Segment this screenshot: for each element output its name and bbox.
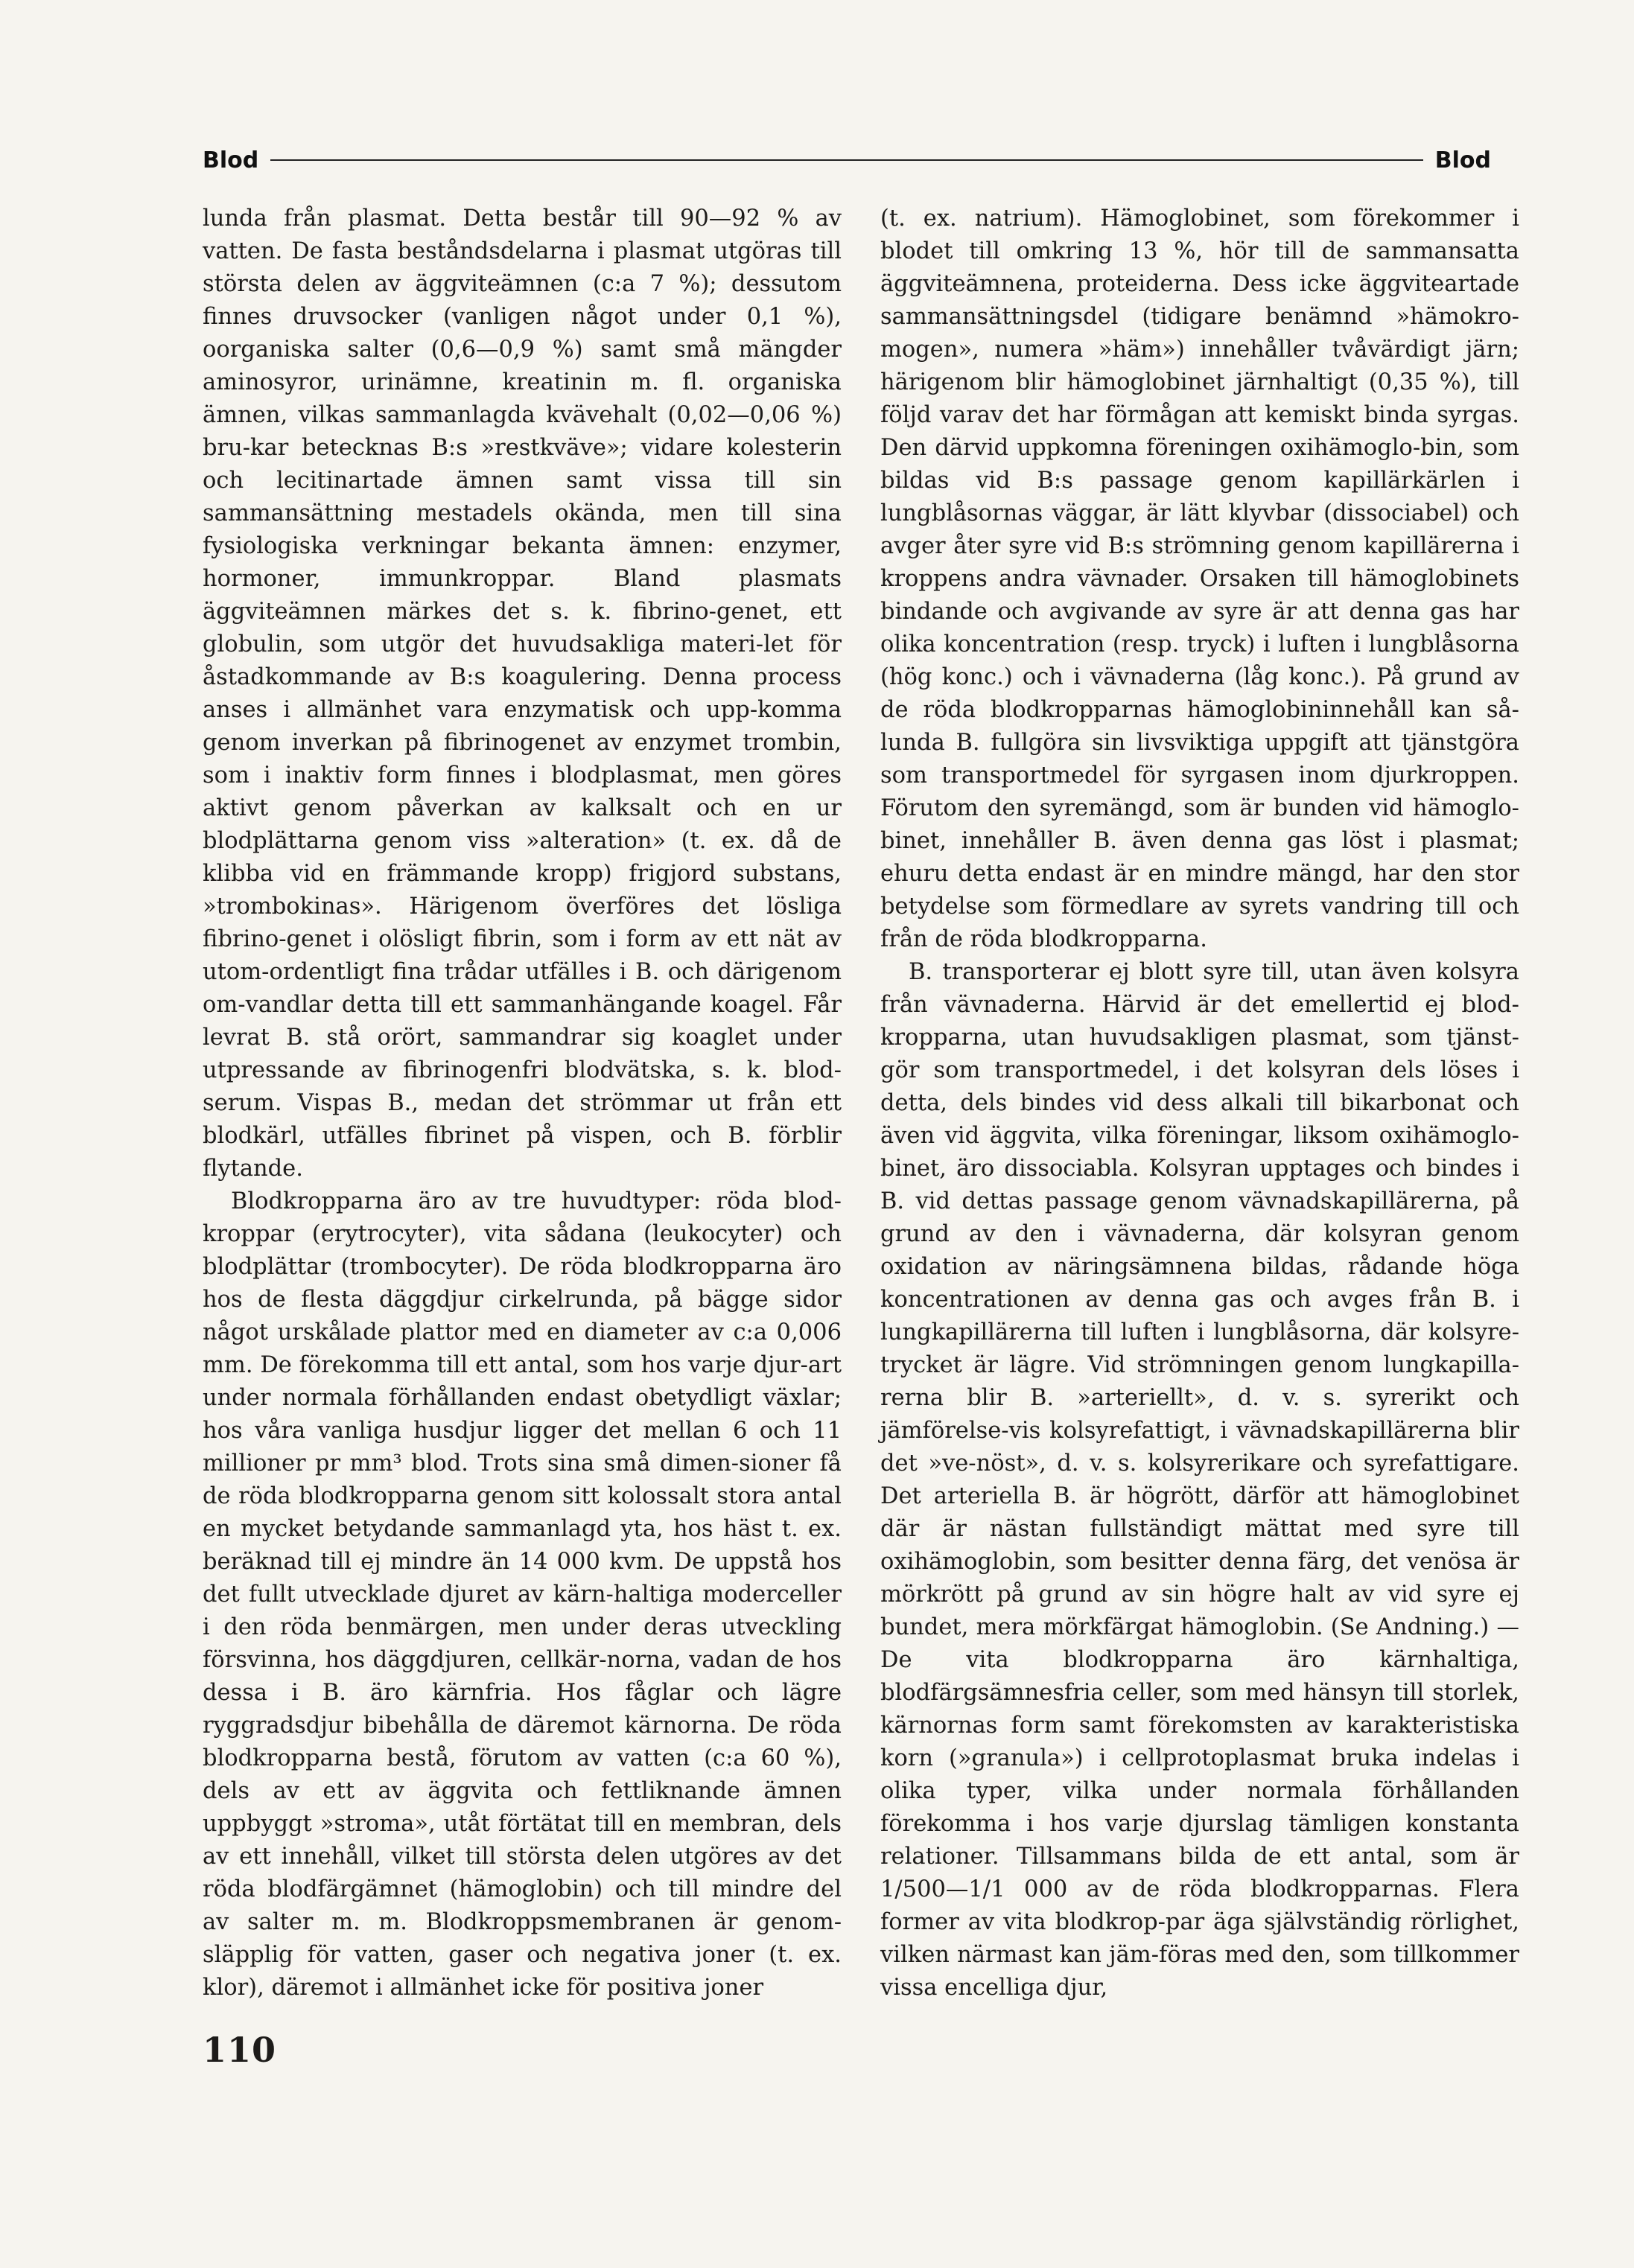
paragraph: Blodkropparna äro av tre huvudtyper: röda blod-kroppar (erytrocyter), vita sådana (leukocyter) och blodplättar (trombocyter). De röda blodkropparna äro hos de flesta däggdjur cirkelrunda, på bägge sidor något urskålade plattor med en diameter av c:a 0,006 mm. De förekomma till ett antal, som hos varje djur-art under normala förhållanden endast obetydligt växlar; hos våra vanliga husdjur ligger det mellan 6 och 11 millioner pr mm³ blod. Trots sina små dimen-sioner få de röda blodkropparna genom sitt kolossalt stora antal en mycket betydande sammanlagd yta, hos häst t. ex. beräknad till ej mindre än 14 000 kvm. De uppstå hos det fullt utvecklade djuret av kärn-haltiga moderceller i den röda benmärgen, men under deras utveckling försvinna, hos däggdjuren, cellkär-norna, vadan de hos dessa i B. äro kärnfria. Hos fåglar och lägre ryggradsdjur bibehålla de däremot kärnorna. De röda blodkropparna bestå, förutom av vatten (c:a 60 %), dels av ett av äggvita och fettliknande ämnen uppbyggt »stroma», utåt förtätat till en membran, dels av ett innehåll, vilket till största delen utgöres av det röda blodfärgämnet (hämoglobin) och till mindre del av salter m. m. Blodkroppsmembranen är genom-släpplig för vatten, gaser och negativa joner (t. ex. klor), däremot i allmänhet icke för positiva joner [203,1188,842,2001]
paragraph: B. transporterar ej blott syre till, utan även kolsyra från vävnaderna. Härvid är det emellertid ej blod-kropparna, utan huvudsakligen plasmat, som tjänst-gör som transportmedel, i det kolsyran dels löses i detta, dels bindes vid dess alkali till bikarbonat och även vid äggvita, vilka föreningar, liksom oxihämoglo-binet, äro dissociabla. Kolsyran upptages och bindes i B. vid dettas passage genom vävnadskapillärerna, på grund av den i vävnaderna, där kolsyran genom oxidation av näringsämnena bildas, rådande höga koncentrationen av denna gas och avges från B. i lungkapillärerna till luften i lungblåsorna, där kolsyre-trycket är lägre. Vid strömningen genom lungkapilla-rerna blir B. »arteriellt», d. v. s. syrerikt och jämförelse-vis kolsyrefattigt, i vävnadskapillärerna blir det »ve-nöst», d. v. s. kolsyrerikare och syrefattigare. Det arteriella B. är högrött, därför att hämoglobinet där är nästan fullständigt mättat med syre till oxihämoglobin, som besitter denna färg, det venösa är mörkrött på grund av sin högre halt av vid syre ej bundet, mera mörkfärgat hämoglobin. (Se Andning.) — De vita blodkropparna äro kärnhaltiga, blodfärgsämnesfria celler, som med hänsyn till storlek, kärnornas form samt förekomsten av karakteristiska korn (»granula») i cellprotoplasmat bruka indelas i olika typer, vilka under normala förhållanden förekomma i hos varje djurslag tämligen konstanta relationer. Tillsammans bilda de ett antal, som är 1/500—1/1 000 av de röda blodkropparnas. Flera former av vita blodkrop-par äga självständig rörlighet, vilken närmast kan jäm-föras med den, som tillkommer vissa encelliga djur, [880,959,1519,2001]
paragraph: lunda från plasmat. Detta består till 90—92 % av vatten. De fasta beståndsdelarna i plasmat utgöras till största delen av äggviteämnen (c:a 7 %); dessutom finnes druvsocker (vanligen något under 0,1 %), oorganiska salter (0,6—0,9 %) samt små mängder aminosyror, urinämne, kreatinin m. fl. organiska ämnen, vilkas sammanlagda kvävehalt (0,02—0,06 %) bru-kar betecknas B:s »restkväve»; vidare kolesterin och lecitinartade ämnen samt vissa till sin sammansättning mestadels okända, men till sina fysiologiska verkningar bekanta ämnen: enzymer, hormoner, immunkroppar. Bland plasmats äggviteämnen märkes det s. k. fibrino-genet, ett globulin, som utgör det huvudsakliga materi-let för åstadkommande av B:s koagulering. Denna process anses i allmänhet vara enzymatisk och upp-komma genom inverkan på fibrinogenet av enzymet trombin, som i inaktiv form finnes i blodplasmat, men göres aktivt genom påverkan av kalksalt och en ur blodplättarna genom viss »alteration» (t. ex. då de klibba vid en främmande kropp) frigjord substans, »trombokinas». Härigenom överföres det lösliga fibrino-genet i olösligt fibrin, som i form av ett nät av utom-ordentligt fina trådar utfälles i B. och därigenom om-vandlar detta till ett sammanhängande koagel. Får levrat B. stå orört, sammandrar sig koaglet under utpressande av fibrinogenfri blodvätska, s. k. blod-serum. Vispas B., medan det strömmar ut från ett blodkärl, utfälles fibrinet på vispen, och B. förblir flytande. [203,206,842,1182]
running-head-left: Blod [203,147,259,173]
left-column [203,203,842,2004]
running-head [203,141,1491,179]
paragraph: (t. ex. natrium). Hämoglobinet, som förekommer i blodet till omkring 13 %, hör till de sammansatta äggviteämnena, proteiderna. Dess icke äggviteartade sammansättningsdel (tidigare benämnd »hämokro-mogen», numera »häm») innehåller tvåvärdigt järn; härigenom blir hämoglobinet järnhaltigt (0,35 %), till följd varav det har förmågan att kemiskt binda syrgas. Den därvid uppkomna föreningen oxihämoglo-bin, som bildas vid B:s passage genom kapillärkärlen i lungblåsornas väggar, är lätt klyvbar (dissociabel) och avger åter syre vid B:s strömning genom kapillärerna i kroppens andra vävnader. Orsaken till hämoglobinets bindande och avgivande av syre är att denna gas har olika koncentration (resp. tryck) i luften i lungblåsorna (hög konc.) och i vävnaderna (låg konc.). På grund av de röda blodkropparnas hämoglobininnehåll kan så-lunda B. fullgöra sin livsviktiga uppgift att tjänstgöra som transportmedel för syrgasen inom djurkroppen. Förutom den syremängd, som är bunden vid hämoglo-binet, innehåller B. även denna gas löst i plasmat; ehuru detta endast är en mindre mängd, har den stor betydelse som förmedlare av syrets vandring till och från de röda blodkropparna. [880,206,1519,952]
right-column [880,203,1519,2004]
running-head-right: Blod [1434,147,1491,173]
page-number: 110 [203,2030,277,2070]
header-rule [270,159,1423,161]
